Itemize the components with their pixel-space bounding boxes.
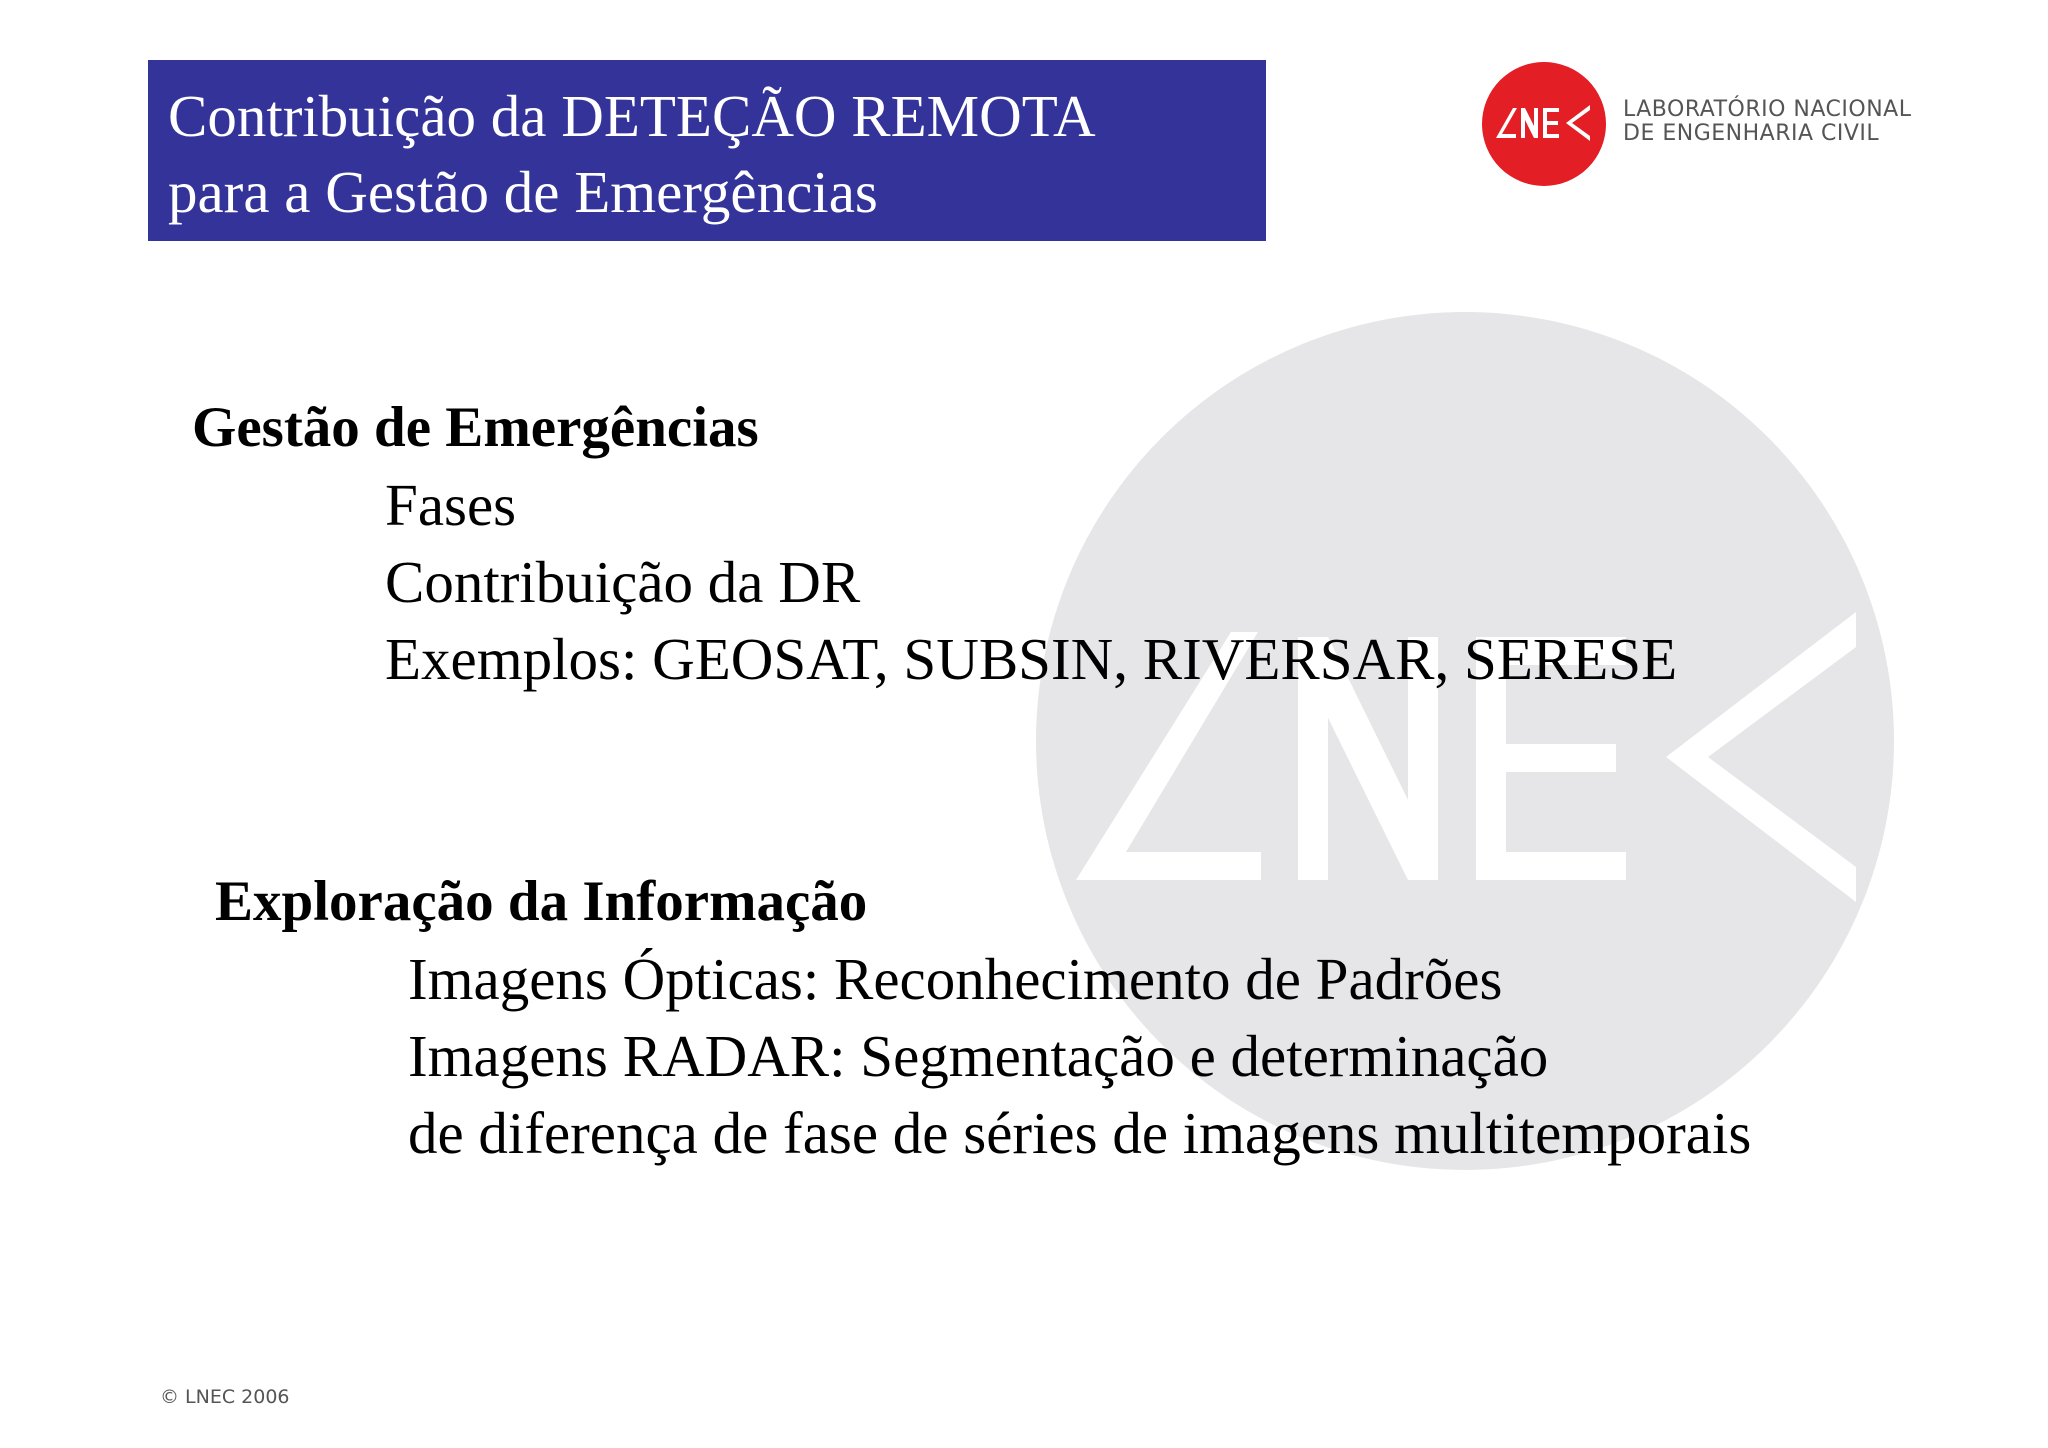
lnec-logo-icon (1480, 60, 1608, 188)
section-heading-gestao: Gestão de Emergências (192, 396, 759, 459)
slide-title-line-1: Contribuição da DETEÇÃO REMOTA (168, 83, 1096, 149)
lnec-logo-text (1623, 98, 1911, 146)
lnec-logo-line-2: DE ENGENHARIA CIVIL (1623, 121, 1880, 146)
slide-title-box (148, 60, 1266, 241)
section-heading-exploracao: Exploração da Informação (215, 870, 868, 933)
lnec-logo-line-1: LABORATÓRIO NACIONAL (1623, 97, 1912, 122)
slide-title-line-2: para a Gestão de Emergências (168, 159, 878, 225)
section-item: Contribuição da DR (385, 549, 861, 615)
lnec-logo (1480, 60, 1912, 190)
section-item: Imagens RADAR: Segmentação e determinação (408, 1023, 1549, 1089)
section-item: Fases (385, 472, 517, 538)
section-item: Imagens Ópticas: Reconhecimento de Padrões (408, 946, 1503, 1012)
section-item: Exemplos: GEOSAT, SUBSIN, RIVERSAR, SERESE (385, 626, 1678, 692)
section-item: de diferença de fase de séries de imagens multitemporais (408, 1100, 1752, 1166)
footer-copyright: © LNEC 2006 (160, 1386, 290, 1408)
